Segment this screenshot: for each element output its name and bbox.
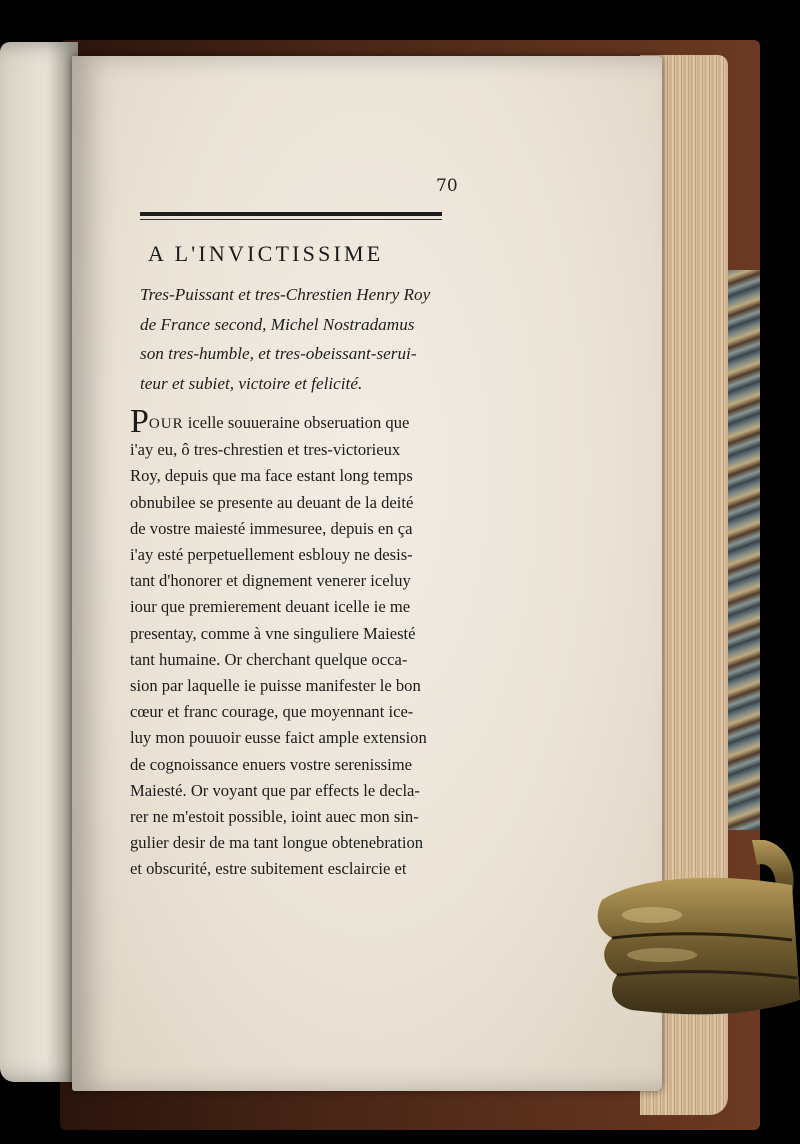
body-line: sion par laquelle ie puisse manifester le bon <box>130 676 421 696</box>
header-rule-thin <box>140 219 442 220</box>
body-line: tant d'honorer et dignement venerer iceluy <box>130 571 411 591</box>
body-line: de vostre maiesté immesuree, depuis en ça <box>130 518 413 538</box>
address-line: de France second, Michel Nostradamus <box>140 314 415 334</box>
header-rule <box>140 212 442 216</box>
body-line: iour que premierement deuant icelle ie me <box>130 597 411 617</box>
body-first-line <box>130 403 460 440</box>
body-line: presentay, comme à vne singuliere Maiesté <box>130 623 416 643</box>
body-line: Maiesté. Or voyant que par effects le decla- <box>130 780 420 800</box>
dedication-heading: A L'INVICTISSIME <box>148 241 384 266</box>
brass-book-clip-icon <box>592 840 800 1030</box>
first-word-rest: OUR <box>148 416 184 432</box>
body-text <box>130 403 460 883</box>
page-number: 70 <box>436 176 458 196</box>
body-line: Roy, depuis que ma face estant long temps <box>130 466 413 486</box>
address-line: son tres-humble, et tres-obeissant-serui- <box>140 344 417 363</box>
facing-page-left <box>0 42 78 1082</box>
body-line: rer ne m'estoit possible, ioint auec mon sin- <box>130 807 419 827</box>
body-line: cœur et franc courage, que moyennant ice- <box>130 702 414 722</box>
dedication-address <box>140 280 460 398</box>
address-line: teur et subiet, victoire et felicité. <box>140 373 363 393</box>
body-line: tant humaine. Or cherchant quelque occa- <box>130 649 408 669</box>
address-line: Tres-Puissant et tres-Chrestien Henry Roy <box>140 285 431 304</box>
body-line: gulier desir de ma tant longue obtenebration <box>130 833 424 853</box>
drop-cap: P <box>130 403 149 440</box>
body-line: luy mon pouuoir eusse faict ample extension <box>130 728 427 748</box>
first-line-rest: icelle souueraine obseruation que <box>183 413 410 432</box>
body-line: de cognoissance enuers vostre serenissime <box>130 754 413 774</box>
body-line: i'ay eu, ô tres-chrestien et tres-victorieux <box>130 440 401 460</box>
body-line: et obscurité, estre subitement esclaircie et <box>130 859 407 879</box>
body-line: obnubilee se presente au deuant de la deité <box>130 492 414 512</box>
body-line: i'ay esté perpetuellement esblouy ne desis- <box>130 545 413 565</box>
